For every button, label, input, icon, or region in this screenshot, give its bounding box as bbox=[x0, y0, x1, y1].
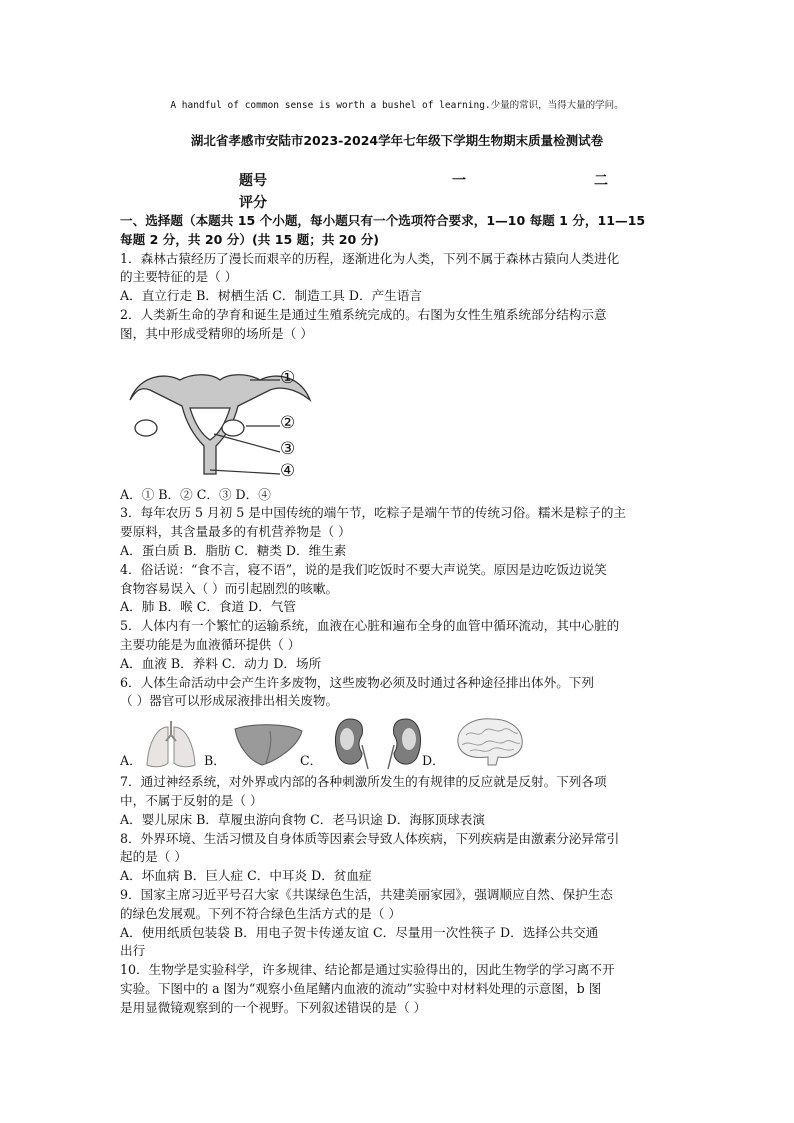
diagram-label-3: ③ bbox=[280, 438, 296, 459]
question-3: 3．每年农历 5 月初 5 是中国传统的端午节，吃粽子是端午节的传统习俗。糯米是粽子的主 bbox=[120, 505, 627, 521]
liver-icon bbox=[232, 721, 304, 767]
question-7-cont: 中，不属于反射的是（ ） bbox=[120, 792, 263, 808]
question-9: 9．国家主席习近平号召大家《共谋绿色生活，共建美丽家园》，强调顺应自然、保护生态 bbox=[120, 886, 613, 902]
option-d-label: D． bbox=[422, 753, 445, 769]
question-4-cont: 食物容易误入（ ）而引起剧烈的咳嗽。 bbox=[120, 580, 339, 596]
organ-options bbox=[120, 715, 680, 773]
lungs-icon bbox=[142, 719, 200, 771]
question-2-options: A．① B．② C．③ D．④ bbox=[120, 486, 271, 502]
score-col-label: 题号 bbox=[239, 173, 267, 189]
question-3-cont: 要原料，其含量最多的有机营养物是（ ） bbox=[120, 524, 351, 540]
question-10: 10．生物学是实验科学，许多规律、结论都是通过实验得出的，因此生物学的学习离不开 bbox=[120, 962, 615, 978]
question-7: 7．通过神经系统，对外界或内部的各种刺激所发生的有规律的反应就是反射。下列各项 bbox=[120, 774, 607, 790]
score-row-label: 评分 bbox=[239, 195, 267, 211]
question-body bbox=[120, 212, 680, 1018]
question-7-options: A．婴儿尿床 B．草履虫游向食物 C．老马识途 D．海豚顶球表演 bbox=[120, 811, 485, 827]
option-b-label: B． bbox=[204, 753, 226, 769]
section-heading: 一、选择题（本题共 15 个小题，每小题只有一个选项符合要求，1—10 每题 1 分，11—15 bbox=[120, 213, 646, 228]
question-1-options: A．直立行走 B．树栖生活 C．制造工具 D．产生语言 bbox=[120, 288, 422, 304]
question-2: 2．人类新生命的孕育和诞生是通过生殖系统完成的。右图为女性生殖系统部分结构示意 bbox=[120, 306, 607, 322]
diagram-label-2: ② bbox=[280, 412, 296, 433]
question-3-options: A．蛋白质 B．脂肪 C．糖类 D．维生素 bbox=[120, 542, 347, 558]
question-9-cont: 的绿色发展观。下列不符合绿色生活方式的是（ ） bbox=[120, 905, 402, 921]
score-col-1: 一 bbox=[452, 173, 466, 189]
question-1-cont: 的主要特征的是（ ） bbox=[120, 269, 238, 285]
question-8-options: A．坏血病 B．巨人症 C．中耳炎 D．贫血症 bbox=[120, 868, 372, 884]
page-title: 湖北省孝感市安陆市2023-2024学年七年级下学期生物期末质量检测试卷 bbox=[190, 133, 604, 148]
score-table bbox=[0, 170, 794, 210]
section-heading-cont: 每题 2 分，共 20 分）(共 15 题；共 20 分) bbox=[120, 231, 380, 247]
question-10-cont: 实验。下图中的 a 图为“观察小鱼尾鳍内血液的流动”实验中对材料处理的示意图，b 图 bbox=[120, 980, 602, 996]
diagram-label-4: ④ bbox=[280, 460, 296, 481]
question-5: 5．人体内有一个繁忙的运输系统，血液在心脏和遍布全身的血管中循环流动，其中心脏的 bbox=[120, 618, 620, 634]
question-6: 6．人体生命活动中会产生许多废物，这些废物必须及时通过各种途径排出体外。下列 bbox=[120, 674, 594, 690]
question-9-options: A．使用纸质包装袋 B．用电子贺卡传递友谊 C．尽量用一次性筷子 D．选择公共交通 bbox=[120, 924, 599, 940]
question-9-options-cont: 出行 bbox=[120, 943, 146, 959]
uterus-diagram bbox=[120, 350, 680, 486]
question-4: 4．俗话说：“食不言，寝不语”，说的是我们吃饭时不要大声说笑。原因是边吃饭边说笑 bbox=[120, 561, 607, 577]
question-2-cont: 图，其中形成受精卵的场所是（ ） bbox=[120, 325, 313, 341]
diagram-label-1: ① bbox=[280, 367, 296, 388]
score-col-2: 二 bbox=[594, 173, 608, 189]
kidneys-icon bbox=[330, 715, 426, 771]
question-8-cont: 起的是（ ） bbox=[120, 849, 187, 865]
question-6-cont: （ ）器官可以形成尿液排出相关废物。 bbox=[120, 693, 339, 709]
option-c-label: C． bbox=[300, 753, 323, 769]
question-5-options: A．血液 B．养料 C．动力 D．场所 bbox=[120, 655, 322, 671]
question-4-options: A．肺 B．喉 C．食道 D．气管 bbox=[120, 599, 297, 615]
question-5-cont: 主要功能是为血液循环提供（ ） bbox=[120, 636, 301, 652]
question-10-cont-2: 是用显微镜观察到的一个视野。下列叙述错误的是（ ） bbox=[120, 999, 427, 1015]
header-motto: A handful of common sense is worth a bushel of learning.少量的常识，当得大量的学问。 bbox=[170, 100, 624, 111]
question-8: 8．外界环境、生活习惯及自身体质等因素会导致人体疾病，下列疾病是由激素分泌异常引 bbox=[120, 830, 620, 846]
option-a-label: A． bbox=[120, 753, 142, 769]
brain-icon bbox=[452, 715, 526, 767]
question-1: 1．森林古猿经历了漫长而艰辛的历程，逐渐进化为人类，下列不属于森林古猿向人类进化 bbox=[120, 250, 620, 266]
